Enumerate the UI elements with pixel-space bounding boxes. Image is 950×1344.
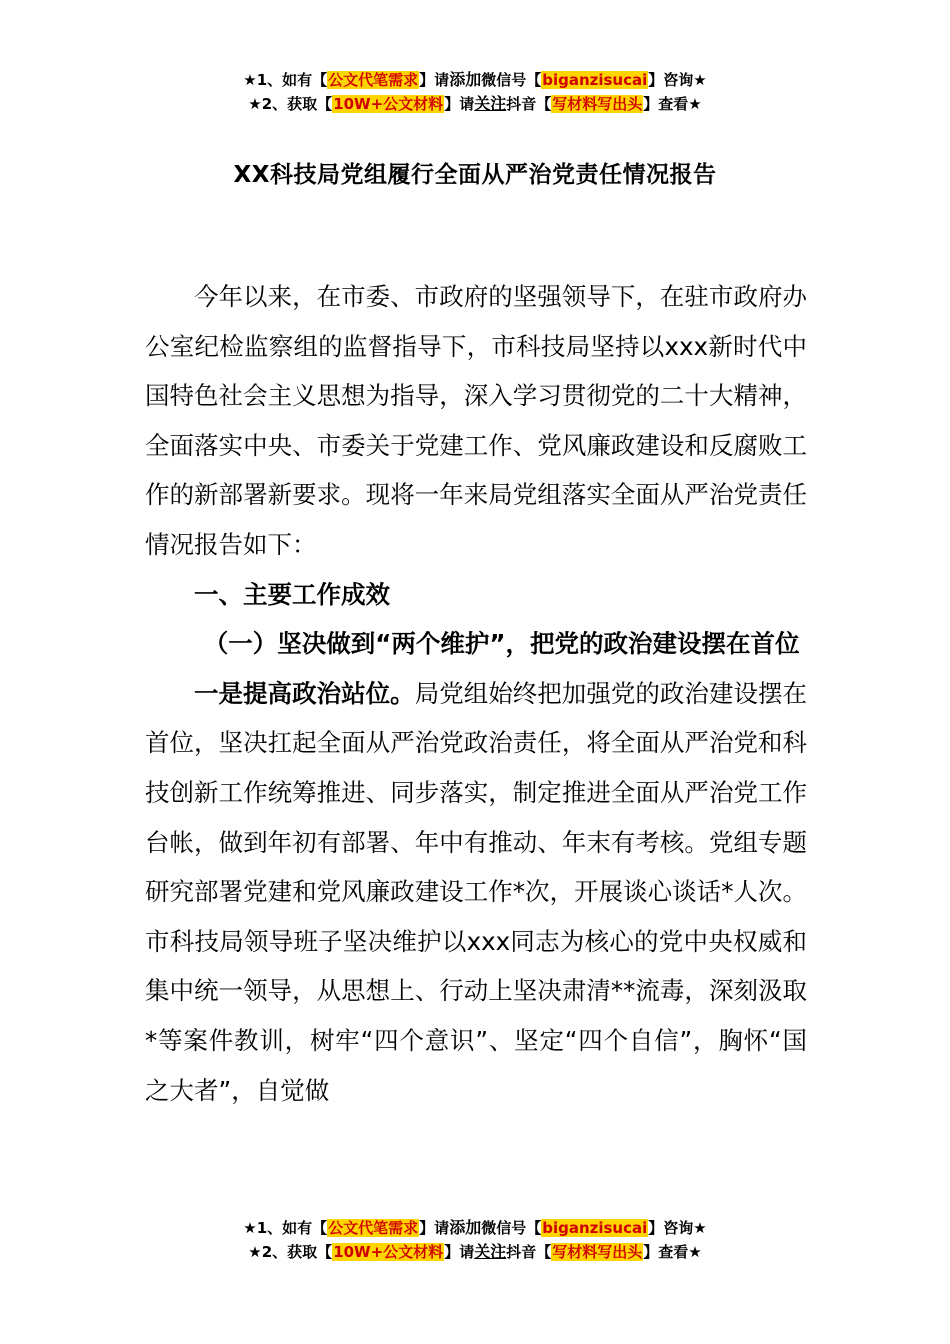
banner-text: 】查看★ bbox=[643, 1243, 702, 1261]
subsection-heading: （一）坚决做到“两个维护”，把党的政治建设摆在首位 bbox=[203, 629, 800, 659]
intro-paragraph: 今年以来，在市委、市政府的坚强领导下，在驻市政府办公室纪检监察组的监督指导下，市科技局坚持以xxx新时代中国特色社会主义思想为指导，深入学习贯彻党的二十大精神，全面落实中央、市委关于党建工作、党风廉政建设和反腐败工作的新部署新要求。现将一年来局党组落实全面从严治党责任情况报告如下： bbox=[145, 282, 807, 559]
banner-text: 】咨询★ bbox=[648, 1219, 707, 1237]
banner-highlight-wechat: biganzisucai bbox=[542, 1219, 648, 1237]
banner-text: 抖音【 bbox=[506, 1243, 552, 1261]
banner-text: 抖音【 bbox=[506, 95, 552, 113]
banner-line-1 bbox=[0, 1216, 950, 1240]
banner-text: ★2、获取【 bbox=[248, 95, 333, 113]
banner-text: 】请 bbox=[444, 1243, 475, 1261]
paragraph-lead: 一是提高政治站位。 bbox=[194, 678, 415, 708]
banner-highlight-douyin: 写材料写出头 bbox=[552, 95, 643, 113]
banner-text: 】查看★ bbox=[643, 95, 702, 113]
banner-highlight: 公文代笔需求 bbox=[328, 71, 419, 89]
banner-text: 微信号【 bbox=[481, 71, 542, 89]
banner-text: 】请 bbox=[419, 1219, 450, 1237]
banner-highlight: 公文代笔需求 bbox=[328, 1219, 419, 1237]
body-paragraph bbox=[145, 669, 807, 1115]
paragraph-body: 局党组始终把加强党的政治建设摆在首位，坚决扛起全面从严治党政治责任，将全面从严治党和科技创新工作统筹推进、同步落实，制定推进全面从严治党工作台帐，做到年初有部署、年中有推动、年末有考核。党组专题研究部署党建和党风廉政建设工作*次，开展谈心谈话*人次。市科技局领导班子坚决维护以xxx同志为核心的党中央权威和集中统一领导，从思想上、行动上坚决肃清**流毒，深刻汲取*等案件教训，树牢“四个意识”、坚定“四个自信”，胸怀“国之大者”，自觉做 bbox=[145, 678, 807, 1105]
banner-text: ★2、获取【 bbox=[248, 1243, 333, 1261]
banner-line-2 bbox=[0, 1240, 950, 1264]
header-banner bbox=[0, 68, 950, 116]
footer-banner bbox=[0, 1216, 950, 1264]
banner-emphasis: 添加 bbox=[449, 70, 482, 89]
banner-highlight-douyin: 写材料写出头 bbox=[552, 1243, 643, 1261]
banner-line-1 bbox=[0, 68, 950, 92]
banner-emphasis: 关注 bbox=[474, 94, 507, 113]
banner-highlight: 10W+公文材料 bbox=[333, 95, 444, 113]
banner-emphasis: 添加 bbox=[449, 1218, 482, 1237]
banner-text: 】请 bbox=[419, 71, 450, 89]
banner-highlight: 10W+公文材料 bbox=[333, 1243, 444, 1261]
banner-text: 】咨询★ bbox=[648, 71, 707, 89]
banner-text: 微信号【 bbox=[481, 1219, 542, 1237]
section-heading: 一、主要工作成效 bbox=[194, 579, 390, 609]
banner-highlight-wechat: biganzisucai bbox=[542, 71, 648, 89]
banner-emphasis: 关注 bbox=[474, 1242, 507, 1261]
banner-text: 】请 bbox=[444, 95, 475, 113]
banner-text: ★1、如有【 bbox=[243, 1219, 328, 1237]
banner-text: ★1、如有【 bbox=[243, 71, 328, 89]
document-body bbox=[145, 272, 807, 1115]
banner-line-2 bbox=[0, 92, 950, 116]
document-title: XX科技局党组履行全面从严治党责任情况报告 bbox=[233, 162, 717, 188]
